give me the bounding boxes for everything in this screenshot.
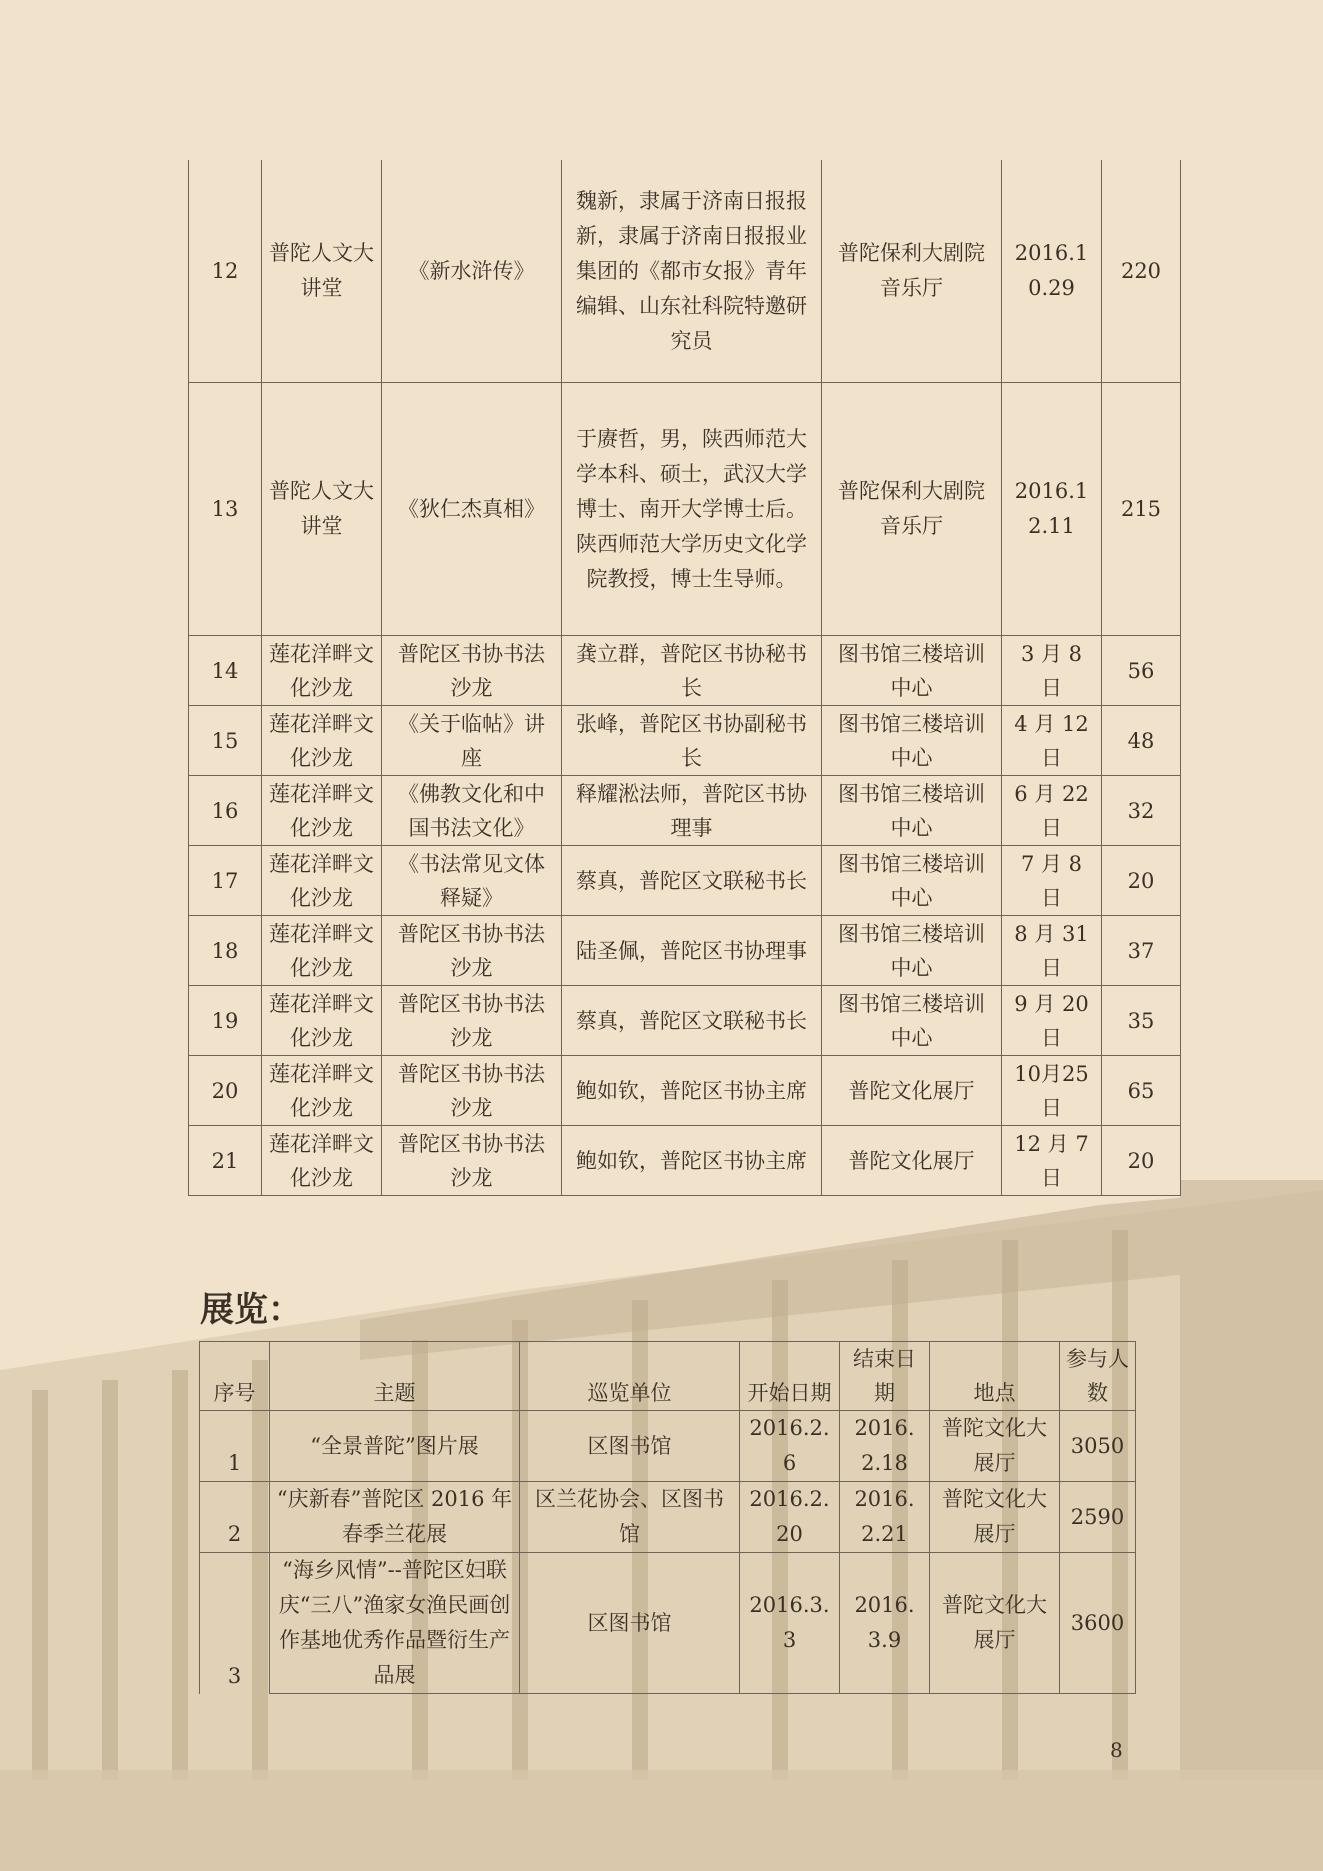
header-count: 参与人数 [1060,1342,1136,1411]
lecture-speaker: 鲍如钦，普陀区书协主席 [562,1056,822,1126]
header-unit: 巡览单位 [520,1342,740,1411]
exhibition-section-title: 展览： [200,1290,302,1330]
table-row [189,383,1181,636]
lecture-speaker: 鲍如钦，普陀区书协主席 [562,1126,822,1196]
lecture-topic: 普陀区书协书法沙龙 [382,1056,562,1126]
lecture-series: 莲花洋畔文化沙龙 [262,706,382,776]
lecture-no: 20 [189,1056,262,1126]
lecture-speaker: 陆圣佩，普陀区书协理事 [562,916,822,986]
lecture-topic: 普陀区书协书法沙龙 [382,636,562,706]
table-row [200,1411,1136,1482]
lecture-date: 2016.12.11 [1002,383,1102,636]
lecture-no: 15 [189,706,262,776]
lecture-date: 12 月 7 日 [1002,1126,1102,1196]
exhibit-place: 普陀文化大展厅 [930,1553,1060,1694]
lecture-venue: 普陀文化展厅 [822,1056,1002,1126]
lecture-speaker: 于赓哲，男，陕西师范大学本科、硕士，武汉大学博士、南开大学博士后。陕西师范大学历史文化学院教授，博士生导师。 [562,383,822,636]
lecture-speaker: 张峰，普陀区书协副秘书长 [562,706,822,776]
lecture-date: 2016.10.29 [1002,160,1102,383]
exhibit-place: 普陀文化大展厅 [930,1482,1060,1553]
exhibit-count: 2590 [1060,1482,1136,1553]
lecture-venue: 图书馆三楼培训中心 [822,846,1002,916]
exhibit-end: 2016.2.21 [840,1482,930,1553]
lecture-speaker: 魏新，隶属于济南日报报新，隶属于济南日报报业集团的《都市女报》青年编辑、山东社科院特邀研究员 [562,160,822,383]
lecture-venue: 图书馆三楼培训中心 [822,636,1002,706]
lecture-count: 215 [1102,383,1181,636]
header-end: 结束日期 [840,1342,930,1411]
lecture-topic: 《书法常见文体释疑》 [382,846,562,916]
lecture-date: 7 月 8 日 [1002,846,1102,916]
exhibit-start: 2016.3.3 [740,1553,840,1694]
table-row [189,846,1181,916]
exhibit-count: 3600 [1060,1553,1136,1694]
table-row [200,1482,1136,1553]
lecture-count: 32 [1102,776,1181,846]
lecture-series: 普陀人文大讲堂 [262,160,382,383]
exhibit-end: 2016.3.9 [840,1553,930,1694]
lecture-table [188,160,1181,1196]
lecture-series: 莲花洋畔文化沙龙 [262,1126,382,1196]
lecture-no: 16 [189,776,262,846]
table-row [189,776,1181,846]
table-row [189,706,1181,776]
lecture-venue: 图书馆三楼培训中心 [822,916,1002,986]
table-row [189,636,1181,706]
lecture-venue: 图书馆三楼培训中心 [822,776,1002,846]
lecture-no: 12 [189,160,262,383]
lecture-series: 莲花洋畔文化沙龙 [262,846,382,916]
lecture-venue: 普陀保利大剧院音乐厅 [822,160,1002,383]
exhibit-unit: 区图书馆 [520,1553,740,1694]
table-row [189,916,1181,986]
lecture-date: 8 月 31 日 [1002,916,1102,986]
lecture-venue: 普陀保利大剧院音乐厅 [822,383,1002,636]
lecture-no: 17 [189,846,262,916]
lecture-date: 6 月 22 日 [1002,776,1102,846]
lecture-count: 37 [1102,916,1181,986]
exhibit-no: 3 [200,1553,270,1694]
header-start: 开始日期 [740,1342,840,1411]
lecture-date: 3 月 8 日 [1002,636,1102,706]
lecture-count: 56 [1102,636,1181,706]
lecture-count: 48 [1102,706,1181,776]
exhibit-theme: “海乡风情”--普陀区妇联庆“三八”渔家女渔民画创作基地优秀作品暨衍生产品展 [270,1553,520,1694]
header-no: 序号 [200,1342,270,1411]
exhibition-table-body [200,1411,1136,1694]
lecture-count: 35 [1102,986,1181,1056]
lecture-count: 20 [1102,846,1181,916]
exhibit-end: 2016.2.18 [840,1411,930,1482]
lecture-count: 220 [1102,160,1181,383]
exhibit-theme: “全景普陀”图片展 [270,1411,520,1482]
lecture-series: 莲花洋畔文化沙龙 [262,916,382,986]
lecture-series: 莲花洋畔文化沙龙 [262,776,382,846]
lecture-topic: 《佛教文化和中国书法文化》 [382,776,562,846]
exhibit-theme: “庆新春”普陀区 2016 年春季兰花展 [270,1482,520,1553]
lecture-no: 18 [189,916,262,986]
exhibit-unit: 区兰花协会、区图书馆 [520,1482,740,1553]
lecture-topic: 《关于临帖》讲座 [382,706,562,776]
lecture-topic: 《新水浒传》 [382,160,562,383]
header-theme: 主题 [270,1342,520,1411]
lecture-series: 莲花洋畔文化沙龙 [262,636,382,706]
exhibit-no: 2 [200,1482,270,1553]
lecture-date: 4 月 12 日 [1002,706,1102,776]
exhibit-unit: 区图书馆 [520,1411,740,1482]
lecture-speaker: 蔡真，普陀区文联秘书长 [562,846,822,916]
exhibit-place: 普陀文化大展厅 [930,1411,1060,1482]
lecture-topic: 普陀区书协书法沙龙 [382,986,562,1056]
lecture-speaker: 蔡真，普陀区文联秘书长 [562,986,822,1056]
lecture-speaker: 释耀淞法师，普陀区书协理事 [562,776,822,846]
exhibit-no: 1 [200,1411,270,1482]
exhibit-count: 3050 [1060,1411,1136,1482]
lecture-no: 14 [189,636,262,706]
table-row [200,1553,1136,1694]
lecture-topic: 普陀区书协书法沙龙 [382,916,562,986]
lecture-series: 莲花洋畔文化沙龙 [262,986,382,1056]
lecture-venue: 图书馆三楼培训中心 [822,706,1002,776]
lecture-date: 9 月 20 日 [1002,986,1102,1056]
lecture-no: 21 [189,1126,262,1196]
lecture-speaker: 龚立群，普陀区书协秘书长 [562,636,822,706]
lecture-topic: 普陀区书协书法沙龙 [382,1126,562,1196]
page-number: 8 [1110,1738,1123,1762]
table-row [189,1126,1181,1196]
table-row [189,160,1181,383]
lecture-topic: 《狄仁杰真相》 [382,383,562,636]
exhibit-start: 2016.2.20 [740,1482,840,1553]
lecture-date: 10月25日 [1002,1056,1102,1126]
table-row [189,986,1181,1056]
exhibition-header-row [200,1342,1136,1411]
lecture-venue: 图书馆三楼培训中心 [822,986,1002,1056]
header-place: 地点 [930,1342,1060,1411]
lecture-count: 65 [1102,1056,1181,1126]
table-row [189,1056,1181,1126]
lecture-series: 莲花洋畔文化沙龙 [262,1056,382,1126]
lecture-count: 20 [1102,1126,1181,1196]
lecture-no: 19 [189,986,262,1056]
lecture-table-body [189,160,1181,1196]
lecture-series: 普陀人文大讲堂 [262,383,382,636]
exhibit-start: 2016.2.6 [740,1411,840,1482]
lecture-no: 13 [189,383,262,636]
lecture-venue: 普陀文化展厅 [822,1126,1002,1196]
exhibition-table [199,1341,1136,1694]
